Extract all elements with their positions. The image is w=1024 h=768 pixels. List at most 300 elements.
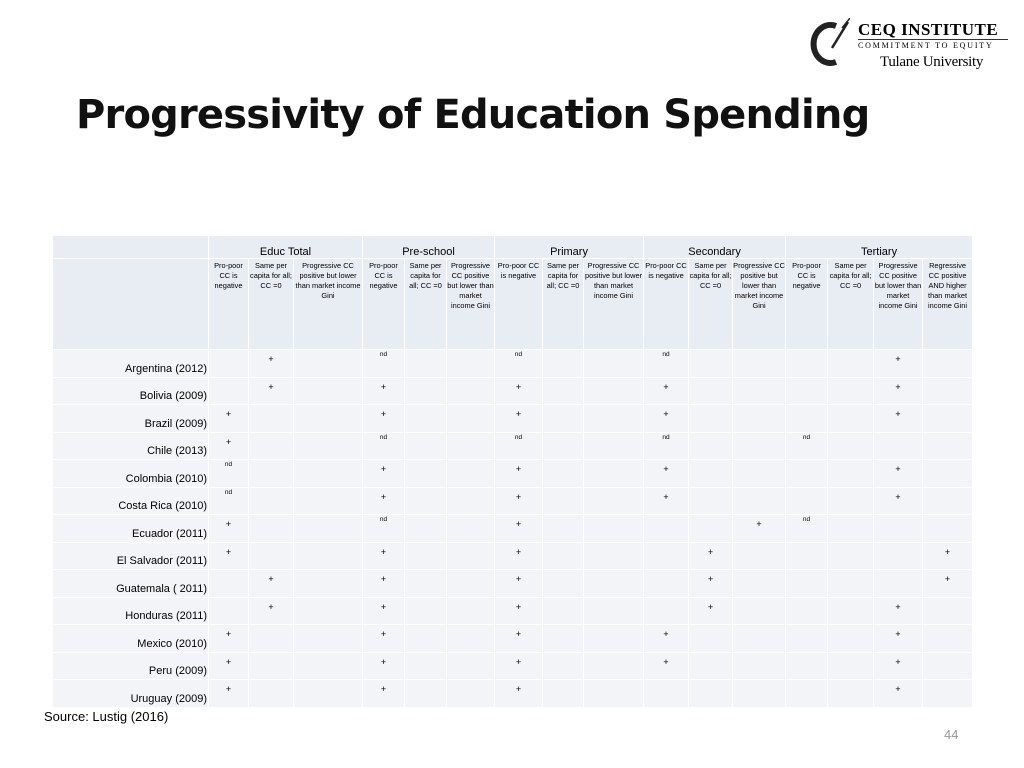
table-cell (447, 377, 495, 405)
cell-value: + (225, 436, 232, 447)
table-cell (495, 515, 543, 543)
table-cell (249, 597, 294, 625)
table-cell (209, 597, 249, 625)
country-cell: Chile (2013) (53, 432, 209, 460)
table-cell (733, 350, 786, 378)
no-data-mark: nd (662, 351, 670, 358)
cell-value (447, 543, 494, 547)
cell-value: + (707, 601, 714, 612)
cell-value (294, 515, 362, 519)
corner-cell (53, 236, 209, 259)
table-cell (543, 487, 584, 515)
table-cell (209, 515, 249, 543)
cell-value (733, 625, 785, 629)
cell-value (584, 598, 643, 602)
table-cell (294, 652, 363, 680)
table-cell (495, 405, 543, 433)
cell-value (294, 680, 362, 684)
table-cell (209, 680, 249, 708)
group-header-row (53, 236, 973, 259)
table-cell (733, 377, 786, 405)
table-cell (828, 350, 874, 378)
table-cell (689, 460, 733, 488)
column-header: Pro-poor CC is negative (363, 259, 405, 350)
cell-value: + (944, 546, 951, 557)
table-row (53, 515, 973, 543)
table-cell (689, 542, 733, 570)
table-cell (874, 460, 923, 488)
cell-value (584, 653, 643, 657)
table-cell (584, 405, 644, 433)
cell-value (447, 570, 494, 574)
table-cell (923, 460, 973, 488)
cell-value (733, 680, 785, 684)
cell-value (543, 625, 583, 629)
cell-value (733, 350, 785, 354)
table-cell (543, 680, 584, 708)
table-cell (447, 515, 495, 543)
table-cell (249, 350, 294, 378)
table-cell (828, 405, 874, 433)
table-cell (249, 515, 294, 543)
table-cell (689, 405, 733, 433)
table-cell (363, 460, 405, 488)
table-cell (689, 350, 733, 378)
table-cell (405, 652, 447, 680)
cell-value: + (895, 381, 901, 392)
cell-value (828, 653, 873, 657)
table-cell (644, 625, 689, 653)
logo-divider (858, 39, 1008, 40)
table-cell (209, 350, 249, 378)
table-cell (495, 570, 543, 598)
cell-value (543, 460, 583, 464)
table-row (53, 377, 973, 405)
cell-value (584, 625, 643, 629)
no-data-mark: nd (379, 433, 388, 441)
cell-value (249, 433, 293, 437)
cell-value (786, 378, 827, 382)
cell-value (828, 515, 873, 519)
table-cell (733, 542, 786, 570)
cell-value (249, 625, 293, 629)
cell-value (644, 570, 688, 574)
table-cell (584, 597, 644, 625)
table-cell (786, 597, 828, 625)
cell-value (543, 350, 583, 354)
table-cell (249, 570, 294, 598)
cell-value (584, 488, 643, 492)
cell-value (249, 653, 293, 657)
table-cell (363, 570, 405, 598)
cell-value (294, 378, 362, 382)
table-cell (209, 377, 249, 405)
country-cell: Colombia (2010) (53, 460, 209, 488)
cell-value (447, 405, 494, 409)
table-cell (495, 542, 543, 570)
table-cell (543, 652, 584, 680)
cell-value (294, 488, 362, 492)
table-cell (209, 625, 249, 653)
cell-value: + (895, 464, 901, 474)
table-cell (447, 460, 495, 488)
table-cell (495, 460, 543, 488)
table-cell (447, 350, 495, 378)
table-cell (644, 460, 689, 488)
table-cell (923, 542, 973, 570)
cell-value (543, 598, 583, 602)
cell-value: + (380, 491, 387, 502)
table-cell (644, 652, 689, 680)
cell-value (733, 433, 785, 437)
cell-value: + (515, 684, 522, 694)
table-cell (405, 597, 447, 625)
table-cell (923, 625, 973, 653)
column-header: Progressive CC positive but lower than market income Gini (447, 259, 495, 350)
table-row (53, 350, 973, 378)
table-cell (874, 680, 923, 708)
table-cell (828, 570, 874, 598)
table-cell (874, 570, 923, 598)
table-body (53, 350, 973, 708)
table-cell (689, 652, 733, 680)
cell-value (828, 378, 873, 382)
table-cell (447, 625, 495, 653)
table-cell (249, 460, 294, 488)
cell-value (584, 570, 643, 574)
table-cell (644, 680, 689, 708)
cell-value (828, 680, 873, 684)
table-cell (294, 405, 363, 433)
cell-value (689, 378, 732, 382)
table-cell (447, 432, 495, 460)
cell-value: + (515, 629, 522, 639)
cell-value: + (268, 354, 274, 364)
cell-value (405, 570, 446, 574)
cell-value (786, 488, 827, 492)
cell-value (294, 405, 362, 409)
cell-value (249, 405, 293, 409)
no-data-mark: nd (802, 516, 811, 523)
cell-value (543, 433, 583, 437)
cell-value (543, 653, 583, 657)
column-header: Progressive CC positive but lower than market income Gini (294, 259, 363, 350)
cell-value: + (380, 601, 387, 612)
cell-value (249, 680, 293, 684)
table-cell (874, 652, 923, 680)
cell-value (405, 515, 446, 519)
table-row (53, 597, 973, 625)
table-cell (495, 487, 543, 515)
cell-value (294, 625, 362, 629)
column-header: Pro-poor CC is negative (786, 259, 828, 350)
column-header: Same per capita for all; CC =0 (543, 259, 584, 350)
cell-value: + (380, 656, 387, 667)
table-cell (405, 350, 447, 378)
cell-value (249, 515, 293, 519)
table-cell (828, 515, 874, 543)
table-cell (689, 377, 733, 405)
table-cell (644, 597, 689, 625)
cell-value (209, 570, 248, 574)
country-cell: Argentina (2012) (53, 350, 209, 378)
cell-value (689, 433, 732, 437)
cell-value (786, 350, 827, 354)
logo-subtitle: COMMITMENT TO EQUITY (858, 41, 994, 50)
table-cell (495, 350, 543, 378)
table-cell (584, 652, 644, 680)
cell-value: + (515, 574, 522, 584)
column-header: Pro-poor CC is negative (644, 259, 689, 350)
table-cell (786, 432, 828, 460)
cell-value: + (225, 546, 232, 557)
table-cell (363, 515, 405, 543)
table-cell (495, 680, 543, 708)
cell-value (447, 378, 494, 382)
table-cell (733, 570, 786, 598)
cell-value (447, 488, 494, 492)
table-cell (405, 542, 447, 570)
table-cell (249, 432, 294, 460)
table-cell (923, 350, 973, 378)
table-row (53, 432, 973, 460)
table-cell (584, 350, 644, 378)
cell-value: + (515, 601, 522, 612)
table-cell (294, 570, 363, 598)
table-cell (923, 487, 973, 515)
table-cell (786, 570, 828, 598)
table-cell (733, 680, 786, 708)
table-cell (644, 542, 689, 570)
cell-value (447, 680, 494, 684)
table-cell (584, 432, 644, 460)
cell-value (405, 433, 446, 437)
cell-value (786, 405, 827, 409)
table-cell (923, 597, 973, 625)
table-cell (249, 487, 294, 515)
table-cell (363, 652, 405, 680)
cell-value (405, 378, 446, 382)
cell-value (584, 515, 643, 519)
table-cell (294, 625, 363, 653)
table-cell (543, 432, 584, 460)
cell-value (447, 350, 494, 354)
cell-value (584, 433, 643, 437)
column-header: Same per capita for all; CC =0 (249, 259, 294, 350)
column-header: Regressive CC positive AND higher than market income Gini (923, 259, 973, 350)
table-cell (209, 432, 249, 460)
table-cell (584, 515, 644, 543)
table-cell (363, 377, 405, 405)
country-cell: Honduras (2011) (53, 597, 209, 625)
cell-value (828, 625, 873, 629)
cell-value (828, 350, 873, 354)
table-cell (294, 377, 363, 405)
group-header: Tertiary (786, 236, 973, 259)
column-header: Progressive CC positive but lower than market income Gini (584, 259, 644, 350)
cell-value: + (895, 684, 901, 694)
cell-value: + (515, 409, 522, 419)
table-cell (543, 405, 584, 433)
cell-value: + (268, 381, 274, 392)
cell-value (689, 405, 732, 409)
table-cell (584, 460, 644, 488)
table-cell (405, 460, 447, 488)
cell-value (584, 405, 643, 409)
cell-value: + (225, 519, 232, 529)
table-cell (644, 377, 689, 405)
table-cell (405, 515, 447, 543)
cell-value (786, 460, 827, 464)
cell-value (733, 598, 785, 602)
cell-value: + (268, 574, 274, 584)
country-cell: Mexico (2010) (53, 625, 209, 653)
cell-value: + (663, 629, 669, 639)
cell-value: + (515, 381, 522, 392)
cell-value: + (707, 546, 714, 557)
cell-value (733, 653, 785, 657)
table-cell (543, 542, 584, 570)
table-cell (644, 432, 689, 460)
table-row (53, 652, 973, 680)
cell-value (874, 543, 922, 547)
cell-value (828, 570, 873, 574)
table-cell (543, 377, 584, 405)
subheader-row (53, 259, 973, 350)
table-cell (689, 487, 733, 515)
cell-value: + (895, 409, 901, 419)
cell-value (543, 405, 583, 409)
cell-value: + (895, 354, 901, 364)
table-cell (363, 432, 405, 460)
corner-cell (53, 259, 209, 350)
group-header: Pre-school (363, 236, 495, 259)
cell-value (543, 488, 583, 492)
table-cell (363, 487, 405, 515)
table-cell (209, 652, 249, 680)
table-cell (923, 432, 973, 460)
cell-value: + (225, 629, 232, 639)
table-cell (874, 542, 923, 570)
table-cell (543, 350, 584, 378)
table-cell (584, 680, 644, 708)
group-header: Primary (495, 236, 644, 259)
table-cell (294, 597, 363, 625)
table-cell (733, 625, 786, 653)
ceq-c-mark-icon (806, 18, 850, 68)
cell-value: + (380, 546, 387, 557)
cell-value (405, 350, 446, 354)
cell-value (923, 378, 972, 382)
table-cell (447, 487, 495, 515)
table-cell (923, 377, 973, 405)
cell-value (447, 460, 494, 464)
table-cell (447, 542, 495, 570)
slide-title: Progressivity of Education Spending (76, 92, 870, 138)
cell-value (923, 625, 972, 629)
cell-value (584, 543, 643, 547)
table-cell (923, 652, 973, 680)
table-cell (733, 597, 786, 625)
cell-value (786, 625, 827, 629)
table-cell (363, 680, 405, 708)
table-row (53, 625, 973, 653)
group-header: Secondary (644, 236, 786, 259)
cell-value (294, 653, 362, 657)
table-cell (405, 625, 447, 653)
table-cell (874, 515, 923, 543)
no-data-mark: nd (514, 433, 523, 441)
logo-university: Tulane University (880, 54, 984, 70)
no-data-mark: nd (514, 351, 523, 358)
table-cell (874, 597, 923, 625)
cell-value: + (380, 629, 387, 639)
table-cell (584, 570, 644, 598)
table-cell (786, 405, 828, 433)
cell-value (249, 543, 293, 547)
table-cell (495, 625, 543, 653)
cell-value: + (225, 409, 232, 419)
no-data-mark: nd (802, 433, 811, 441)
table-cell (874, 350, 923, 378)
table-cell (644, 487, 689, 515)
table-cell (828, 625, 874, 653)
table-cell (294, 487, 363, 515)
country-cell: Bolivia (2009) (53, 377, 209, 405)
cell-value (447, 433, 494, 437)
table-cell (689, 597, 733, 625)
cell-value (405, 543, 446, 547)
cell-value (786, 570, 827, 574)
table-cell (874, 377, 923, 405)
cell-value (405, 653, 446, 657)
no-data-mark: nd (662, 433, 670, 441)
cell-value: + (225, 684, 232, 694)
table-cell (294, 542, 363, 570)
cell-value (923, 488, 972, 492)
cell-value (689, 350, 732, 354)
country-cell: Brazil (2009) (53, 405, 209, 433)
table-cell (644, 570, 689, 598)
cell-value: + (515, 464, 522, 474)
cell-value (294, 570, 362, 574)
table-cell (249, 405, 294, 433)
table-cell (294, 515, 363, 543)
table-cell (786, 542, 828, 570)
table-cell (733, 515, 786, 543)
table-cell (689, 432, 733, 460)
table-cell (828, 487, 874, 515)
table-row (53, 680, 973, 708)
table-cell (249, 680, 294, 708)
cell-value: + (663, 381, 669, 392)
cell-value (786, 543, 827, 547)
country-cell: El Salvador (2011) (53, 542, 209, 570)
cell-value (689, 625, 732, 629)
cell-value (644, 515, 688, 519)
table-cell (874, 432, 923, 460)
table-cell (294, 460, 363, 488)
cell-value: + (895, 629, 901, 639)
table-cell (828, 432, 874, 460)
cell-value (405, 460, 446, 464)
cell-value (405, 680, 446, 684)
table-cell (447, 405, 495, 433)
column-header: Same per capita for all; CC =0 (689, 259, 733, 350)
table-cell (786, 350, 828, 378)
cell-value (584, 378, 643, 382)
table-cell (363, 350, 405, 378)
